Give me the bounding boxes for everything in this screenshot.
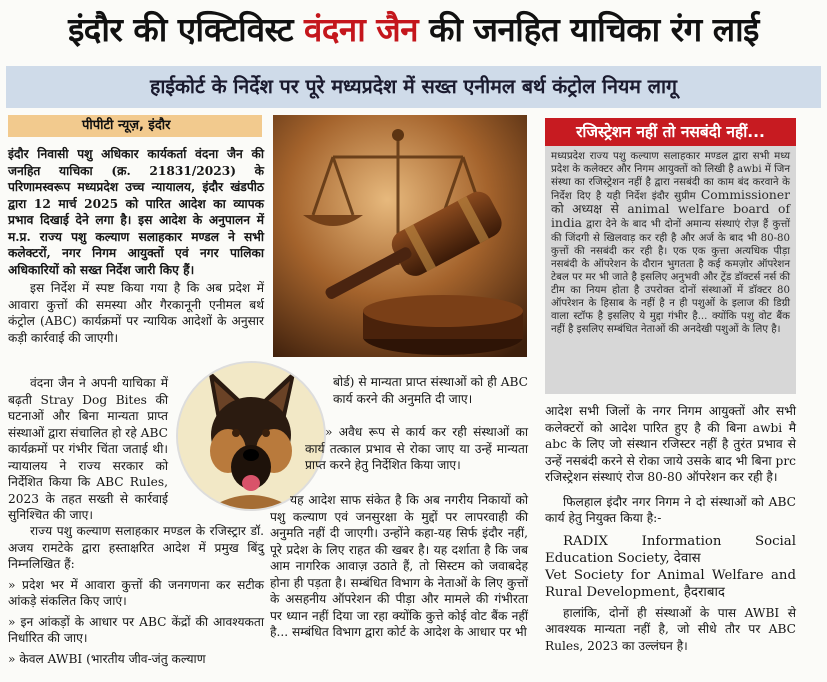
paragraph-awbi-recognition: बोर्ड) से मान्यता प्राप्त संस्थाओं को ही ABC कार्य करने की अनुमति दी जाए। (333, 375, 528, 406)
paragraph-signal: यह आदेश साफ संकेत है कि अब नगरीय निकायों को पशु कल्याण एवं जनसुरक्षा के मुद्दों पर लापरवाही की अनुमति नहीं दी जाएगी। उन्होंने कहा-यह सिर्फ इंदौर नहीं, पूरे प्रदेश के लिए राहत की खबर है। यह दर्शाता है कि जब आम नागरिक आवाज़ उठाते हैं, तो सिस्टम को जवाबदेह होना ही पड़ता है। सम्बंधित विभाग के नेताओं के लिए कुत्तों के असहनीय ऑपरेशन की पीड़ा और मामले की गंभीरता पर ध्यान नहीं दिया जा रहा क्योंकि कुत्ते कोई वोट बैंक नहीं है... सम्बंधित विभाग द्वारा कोर्ट के आदेश के आधार पर भी (270, 493, 528, 639)
headline (0, 6, 827, 51)
sidebar-box (545, 146, 796, 394)
headline-part2: की जनहित याचिका रंग लाई (429, 10, 759, 49)
paragraph-petition: वंदना जैन ने अपनी याचिका में बढ़ती Stray Dog Bites की घटनाओं और बिना मान्यता प्राप्त संस्थाओं द्वारा संचालित हो रहे ABC कार्यक्रमों पर गंभीर चिंता जताई थी। न्यायालय ने राज्य सरकार को निर्देशित किया कि ABC Rules, 2023 के तहत सख्ती से कार्रवाई सुनिश्चित की जाए। (8, 376, 168, 522)
paragraph-order-points: राज्य पशु कल्याण सलाहकार मण्डल के रजिस्ट्रार डॉ. अजय रामटेके द्वारा हस्ताक्षरित आदेश में प्रमुख बिंदु निम्नलिखित हैं: (8, 524, 264, 571)
article-column-2-lower (270, 492, 528, 641)
byline: पीपीटी न्यूज़, इंदौर (8, 115, 262, 137)
gavel-scales-photo (273, 115, 527, 357)
subheadline: हाईकोर्ट के निर्देश पर पूरे मध्यप्रदेश में सख्त एनीमल बर्थ कंट्रोल नियम लागू (6, 66, 821, 108)
article-column-3 (545, 403, 796, 654)
german-shepherd-illustration (178, 363, 324, 509)
article-column-2 (305, 424, 528, 474)
sidebar-text-2: Commissioner को अध्यक्ष से animal welfare board of india (551, 188, 790, 231)
article-column-2-top (333, 374, 528, 407)
bullet-census: » प्रदेश भर में आवारा कुत्तों की जनगणना कर सटीक आंकड़े संकलित किए जाएं। (8, 577, 264, 608)
bullet-awbi: » केवल AWBI (भारतीय जीव-जंतु कल्याण (8, 651, 206, 666)
sidebar-title: रजिस्ट्रेशन नहीं तो नसबंदी नहीं... (545, 118, 796, 146)
org-vet-society: Vet Society for Animal Welfare and Rural Development, हैदराबाद (545, 567, 796, 600)
paragraph-directive: इस निर्देश में स्पष्ट किया गया है कि अब प्रदेश में आवारा कुत्तों की समस्या और गैरकानूनी एनीमल बर्थ कंट्रोल (ABC) कार्यक्रमों पर न्यायिक आदेशों के अनुसार कड़ी कार्रवाई की जाएगी। (8, 281, 264, 345)
dog-photo (176, 361, 326, 511)
headline-part1: इंदौर की एक्टिविस्ट (68, 10, 294, 49)
paragraph-municipal-order: आदेश सभी जिलों के नगर निगम आयुक्तों और सभी कलेक्टरों को आदेश पारित हुए है की बिना awbi मै abc के लिए जो संस्थान रजिस्टर नहीं है तुरंत प्रभाव से उन्हें नसबंदी करने से रोका जाये उसके बाद भी बिना prc रजिस्ट्रेशन संस्थाएं रोज 80-80 ऑपरेशन कर रही है। (545, 404, 796, 484)
org-radix: RADIX Information Social Education Society, देवास (545, 533, 796, 566)
lead-paragraph: इंदौर निवासी पशु अधिकार कार्यकर्ता वंदना जैन की जनहित याचिका (क्र. 21831/2023) के परिणामस्वरूप मध्यप्रदेश उच्च न्यायालय, इंदौर खंडपीठ द्वारा 12 मार्च 2025 को पारित आदेश का व्यापक प्रभाव दिखाई देने लगा है। इस आदेश के अनुपालन में म.प्र. राज्य पशु कल्याण सलाहकार मण्डल ने सभी कलेक्टरों, नगर निगम आयुक्तों एवं नगर पालिका अधिकारियों को सख्त निर्देश जारी किए हैं। (8, 147, 264, 277)
gavel-scales-illustration (273, 115, 527, 357)
sidebar-text-1: मध्यप्रदेश राज्य पशु कल्याण सलाहकार मण्डल द्वारा सभी मध्य प्रदेश के कलेक्टर और निगम आयुक्तों को लिखी है awbi में जिन संस्था का रजिस्ट्रेशन नहीं है द्वारा नसबंदी का काम बंद करवाने के निर्देश दिए है यही निर्देश इंदौर सुप्रीम (551, 151, 791, 203)
bullet-abc-centres: » इन आंकड़ों के आधार पर ABC केंद्रों की आवश्यकता निर्धारित की जाए। (8, 614, 264, 645)
headline-name: वंदना जैन (304, 10, 419, 49)
article-column-1-wrap (8, 375, 168, 524)
article-column-1 (8, 146, 264, 346)
paragraph-appointed-orgs: फिलहाल इंदौर नगर निगम ने दो संस्थाओं को ABC कार्य हेतु नियुक्त किया है:- (545, 494, 796, 525)
article-column-1-lower (8, 523, 264, 667)
paragraph-awbi-violation: हालांकि, दोनों ही संस्थाओं के पास AWBI से आवश्यक मान्यता नहीं है, जो सीधे तौर पर ABC Rules, 2023 का उल्लंघन है। (545, 605, 796, 653)
sidebar-text-3: द्वारा देने के बाद भी दोनों अमान्य संस्थाएं रोज़ हैं कुत्तों की जिंदगी से खिलवाड़ कर रही है और अर्ज के बाद भी 80-80 कुत्तों की नसबंदी कर रही है। एक एक कुत्ता अत्यधिक पीड़ा नसबंदी के ऑपरेशन के दौरान भुगतता है कई कमज़ोर ऑपरेशन टेबल पर मर भी जाते है इसलिए अनुभवी और ट्रेंड डॉक्टर्स नर्स की टीम का नियम होता है उपरोक्त दोनों संस्थाओं में डॉक्टर 80 ऑपरेशन के हिसाब के नहीं है न ही पशुओं के इलाज की डिग्री वाला स्टॉफ है इसलिए ये मुद्दा गंभीर है... क्योंकि पशु वोट बैंक नहीं है इसलिए सम्बंधित नेताओं की अनदेखी पशुओं के लिए है। (551, 219, 790, 336)
paragraph-illegal-orgs: » अवैध रूप से कार्य कर रही संस्थाओं का कार्य तत्काल प्रभाव से रोका जाए या उन्हें मान्यता प्राप्त करने हेतु निर्देशित किया जाए। (305, 425, 528, 472)
